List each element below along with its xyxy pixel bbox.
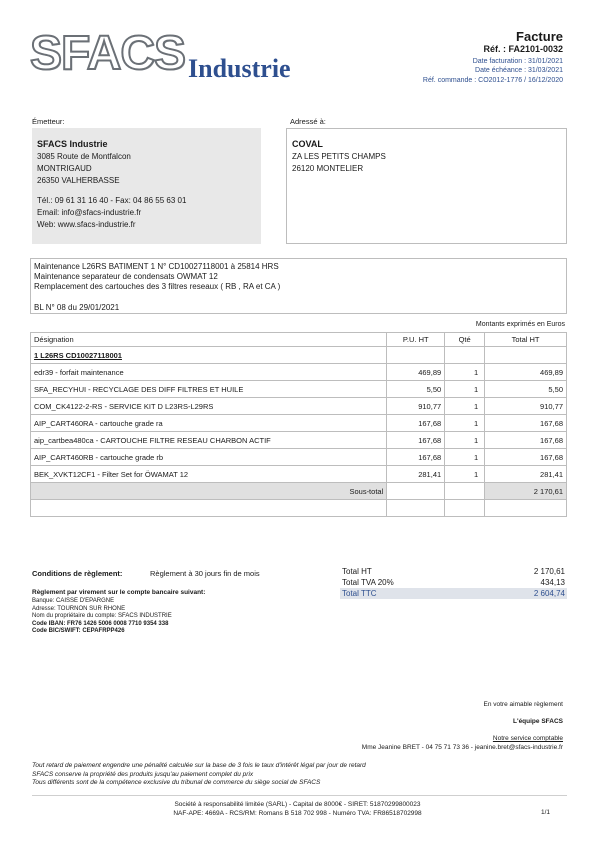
subtotal-value: 2 170,61 (485, 483, 567, 500)
col-header-designation: Désignation (31, 333, 387, 347)
total-ht-value: 2 170,61 (533, 567, 565, 576)
invoice-description (30, 258, 567, 314)
cell-designation: edr39 - forfait maintenance (31, 364, 387, 381)
sender-address-line: 3085 Route de Montfalcon (37, 152, 131, 161)
accounting-service: Notre service comptable (492, 735, 563, 742)
legal-line: Tous différents sont de la compétence exclusive du tribunal de commerce du siège social de SFACS (32, 779, 321, 786)
table-row (31, 466, 567, 483)
total-ht-label: Total HT (342, 567, 372, 576)
cell-quantity: 1 (445, 381, 485, 398)
table-empty-space (31, 500, 567, 517)
table-header-row (31, 333, 567, 347)
cell-quantity: 1 (445, 432, 485, 449)
company-logo-mark: SFACS (30, 27, 186, 80)
legal-notices (32, 762, 366, 788)
cell-designation: COM_CK4122-2-RS - SERVICE KIT D L23RS-L29RS (31, 398, 387, 415)
cell-total: 167,68 (485, 432, 567, 449)
bank-address: Adresse: TOURNON SUR RHONE (32, 605, 126, 612)
closing-greeting: En votre aimable règlement (483, 701, 563, 708)
cell-unit-price: 469,89 (387, 364, 445, 381)
sender-address-line: MONTRIGAUD (37, 164, 92, 173)
recipient-address-line: ZA LES PETITS CHAMPS (292, 152, 386, 161)
total-ttc-value: 2 604,74 (533, 589, 565, 598)
col-header-unit-price: P.U. HT (387, 333, 445, 347)
company-footer (0, 800, 595, 818)
sender-phone: Tél.: 09 61 31 16 40 - Fax: 04 86 55 63 01 (37, 196, 187, 205)
cell-unit-price: 167,68 (387, 449, 445, 466)
bic-swift: Code BIC/SWIFT: CEPAFRPP426 (32, 628, 125, 634)
sender-name: SFACS Industrie (37, 139, 108, 149)
cell-quantity: 1 (445, 466, 485, 483)
footer-line: Société à responsabilité limitée (SARL) - Capital de 8000€ - SIRET: 51870299800023 (174, 801, 421, 808)
cell-unit-price: 910,77 (387, 398, 445, 415)
sender-email: Email: info@sfacs-industrie.fr (37, 208, 142, 217)
cell-total: 469,89 (485, 364, 567, 381)
currency-note: Montants exprimés en Euros (475, 321, 565, 328)
totals-block (340, 566, 567, 599)
table-row (31, 364, 567, 381)
legal-line: Tout retard de paiement engendre une pénalité calculée sur la base de 3 fois le taux d'intérêt légal par jour de retard (32, 762, 366, 769)
delivery-note: BL N° 08 du 29/01/2021 (34, 303, 120, 312)
total-tva-value: 434,13 (540, 578, 565, 587)
page-number: 1/1 (540, 809, 550, 816)
col-header-total: Total HT (485, 333, 567, 347)
document-title: Facture (516, 29, 563, 44)
company-logo-text: Industrie (188, 54, 291, 83)
footer-line: NAF-APE: 4669A - RCS/RM: Romans B 518 702 998 - Numéro TVA: FR86518702998 (173, 810, 422, 817)
bank-heading: Règlement par virement sur le compte bancaire suivant: (32, 589, 206, 596)
cell-designation: AIP_CART460RB - cartouche grade rb (31, 449, 387, 466)
description-line: Maintenance separateur de condensats OWMAT 12 (34, 272, 218, 281)
order-reference: Réf. commande : CO2012-1776 / 16/12/2020 (422, 77, 563, 84)
table-row (31, 381, 567, 398)
sender-website: Web: www.sfacs-industrie.fr (37, 220, 136, 229)
bank-name: Banque: CAISSE D'EPARGNE (32, 598, 115, 604)
section-title: 1 L26RS CD10027118001 (31, 347, 387, 364)
payment-terms-label: Conditions de règlement: (32, 569, 123, 578)
accounting-contact: Mme Jeanine BRET - 04 75 71 73 36 - jeanine.bret@sfacs-industrie.fr (361, 744, 563, 751)
cell-quantity: 1 (445, 449, 485, 466)
cell-designation: SFA_RECYHUI - RECYCLAGE DES DIFF FILTRES ET HUILE (31, 381, 387, 398)
subtotal-label: Sous-total (31, 483, 387, 500)
legal-line: SFACS conserve la propriété des produits jusqu'au paiement complet du prix (32, 770, 254, 778)
cell-designation: AIP_CART460RA - cartouche grade ra (31, 415, 387, 432)
bank-details (32, 588, 205, 636)
recipient-panel (286, 128, 567, 244)
cell-total: 281,41 (485, 466, 567, 483)
cell-designation: BEK_XVKT12CF1 - Filter Set for ÖWAMAT 12 (31, 466, 387, 483)
account-owner: Nom du propriétaire du compte: SFACS INDUSTRIE (32, 613, 172, 619)
invoice-reference: Réf. : FA2101-0032 (483, 44, 563, 54)
cell-quantity: 1 (445, 398, 485, 415)
table-row (31, 449, 567, 466)
table-row (31, 432, 567, 449)
cell-total: 167,68 (485, 449, 567, 466)
description-line: Maintenance L26RS BATIMENT 1 N° CD10027118001 à 25814 HRS (34, 262, 279, 271)
cell-unit-price: 167,68 (387, 432, 445, 449)
recipient-name: COVAL (292, 139, 323, 149)
cell-total: 5,50 (485, 381, 567, 398)
invoice-lines-table (30, 332, 567, 517)
cell-quantity: 1 (445, 364, 485, 381)
total-tva-row (340, 577, 567, 588)
signature-team: L'équipe SFACS (513, 718, 563, 725)
subtotal-row (31, 483, 567, 500)
cell-unit-price: 167,68 (387, 415, 445, 432)
iban: Code IBAN: FR76 1426 5006 0008 7710 9354 338 (32, 620, 169, 627)
table-row (31, 398, 567, 415)
total-tva-label: Total TVA 20% (342, 578, 394, 587)
table-row (31, 415, 567, 432)
description-line: Remplacement des cartouches des 3 filtres reseaux ( RB , RA et CA ) (34, 282, 281, 291)
total-ttc-row (340, 588, 567, 599)
cell-total: 167,68 (485, 415, 567, 432)
footer-divider (32, 795, 567, 796)
sender-address-line: 26350 VALHERBASSE (37, 176, 120, 185)
payment-terms-value: Règlement à 30 jours fin de mois (150, 569, 260, 578)
col-header-quantity: Qté (445, 333, 485, 347)
recipient-address-line: 26120 MONTELIER (292, 164, 364, 173)
recipient-label: Adressé à: (290, 117, 326, 126)
cell-total: 910,77 (485, 398, 567, 415)
cell-unit-price: 281,41 (387, 466, 445, 483)
cell-unit-price: 5,50 (387, 381, 445, 398)
total-ttc-label: Total TTC (342, 589, 377, 598)
cell-quantity: 1 (445, 415, 485, 432)
sender-label: Émetteur: (32, 117, 65, 126)
total-ht-row (340, 566, 567, 577)
section-row (31, 347, 567, 364)
due-date: Date échéance : 31/03/2021 (475, 67, 563, 74)
cell-designation: aip_cartbea480ca - CARTOUCHE FILTRE RESEAU CHARBON ACTIF (31, 432, 387, 449)
sender-panel (32, 128, 261, 244)
invoice-date: Date facturation : 31/01/2021 (472, 58, 563, 65)
